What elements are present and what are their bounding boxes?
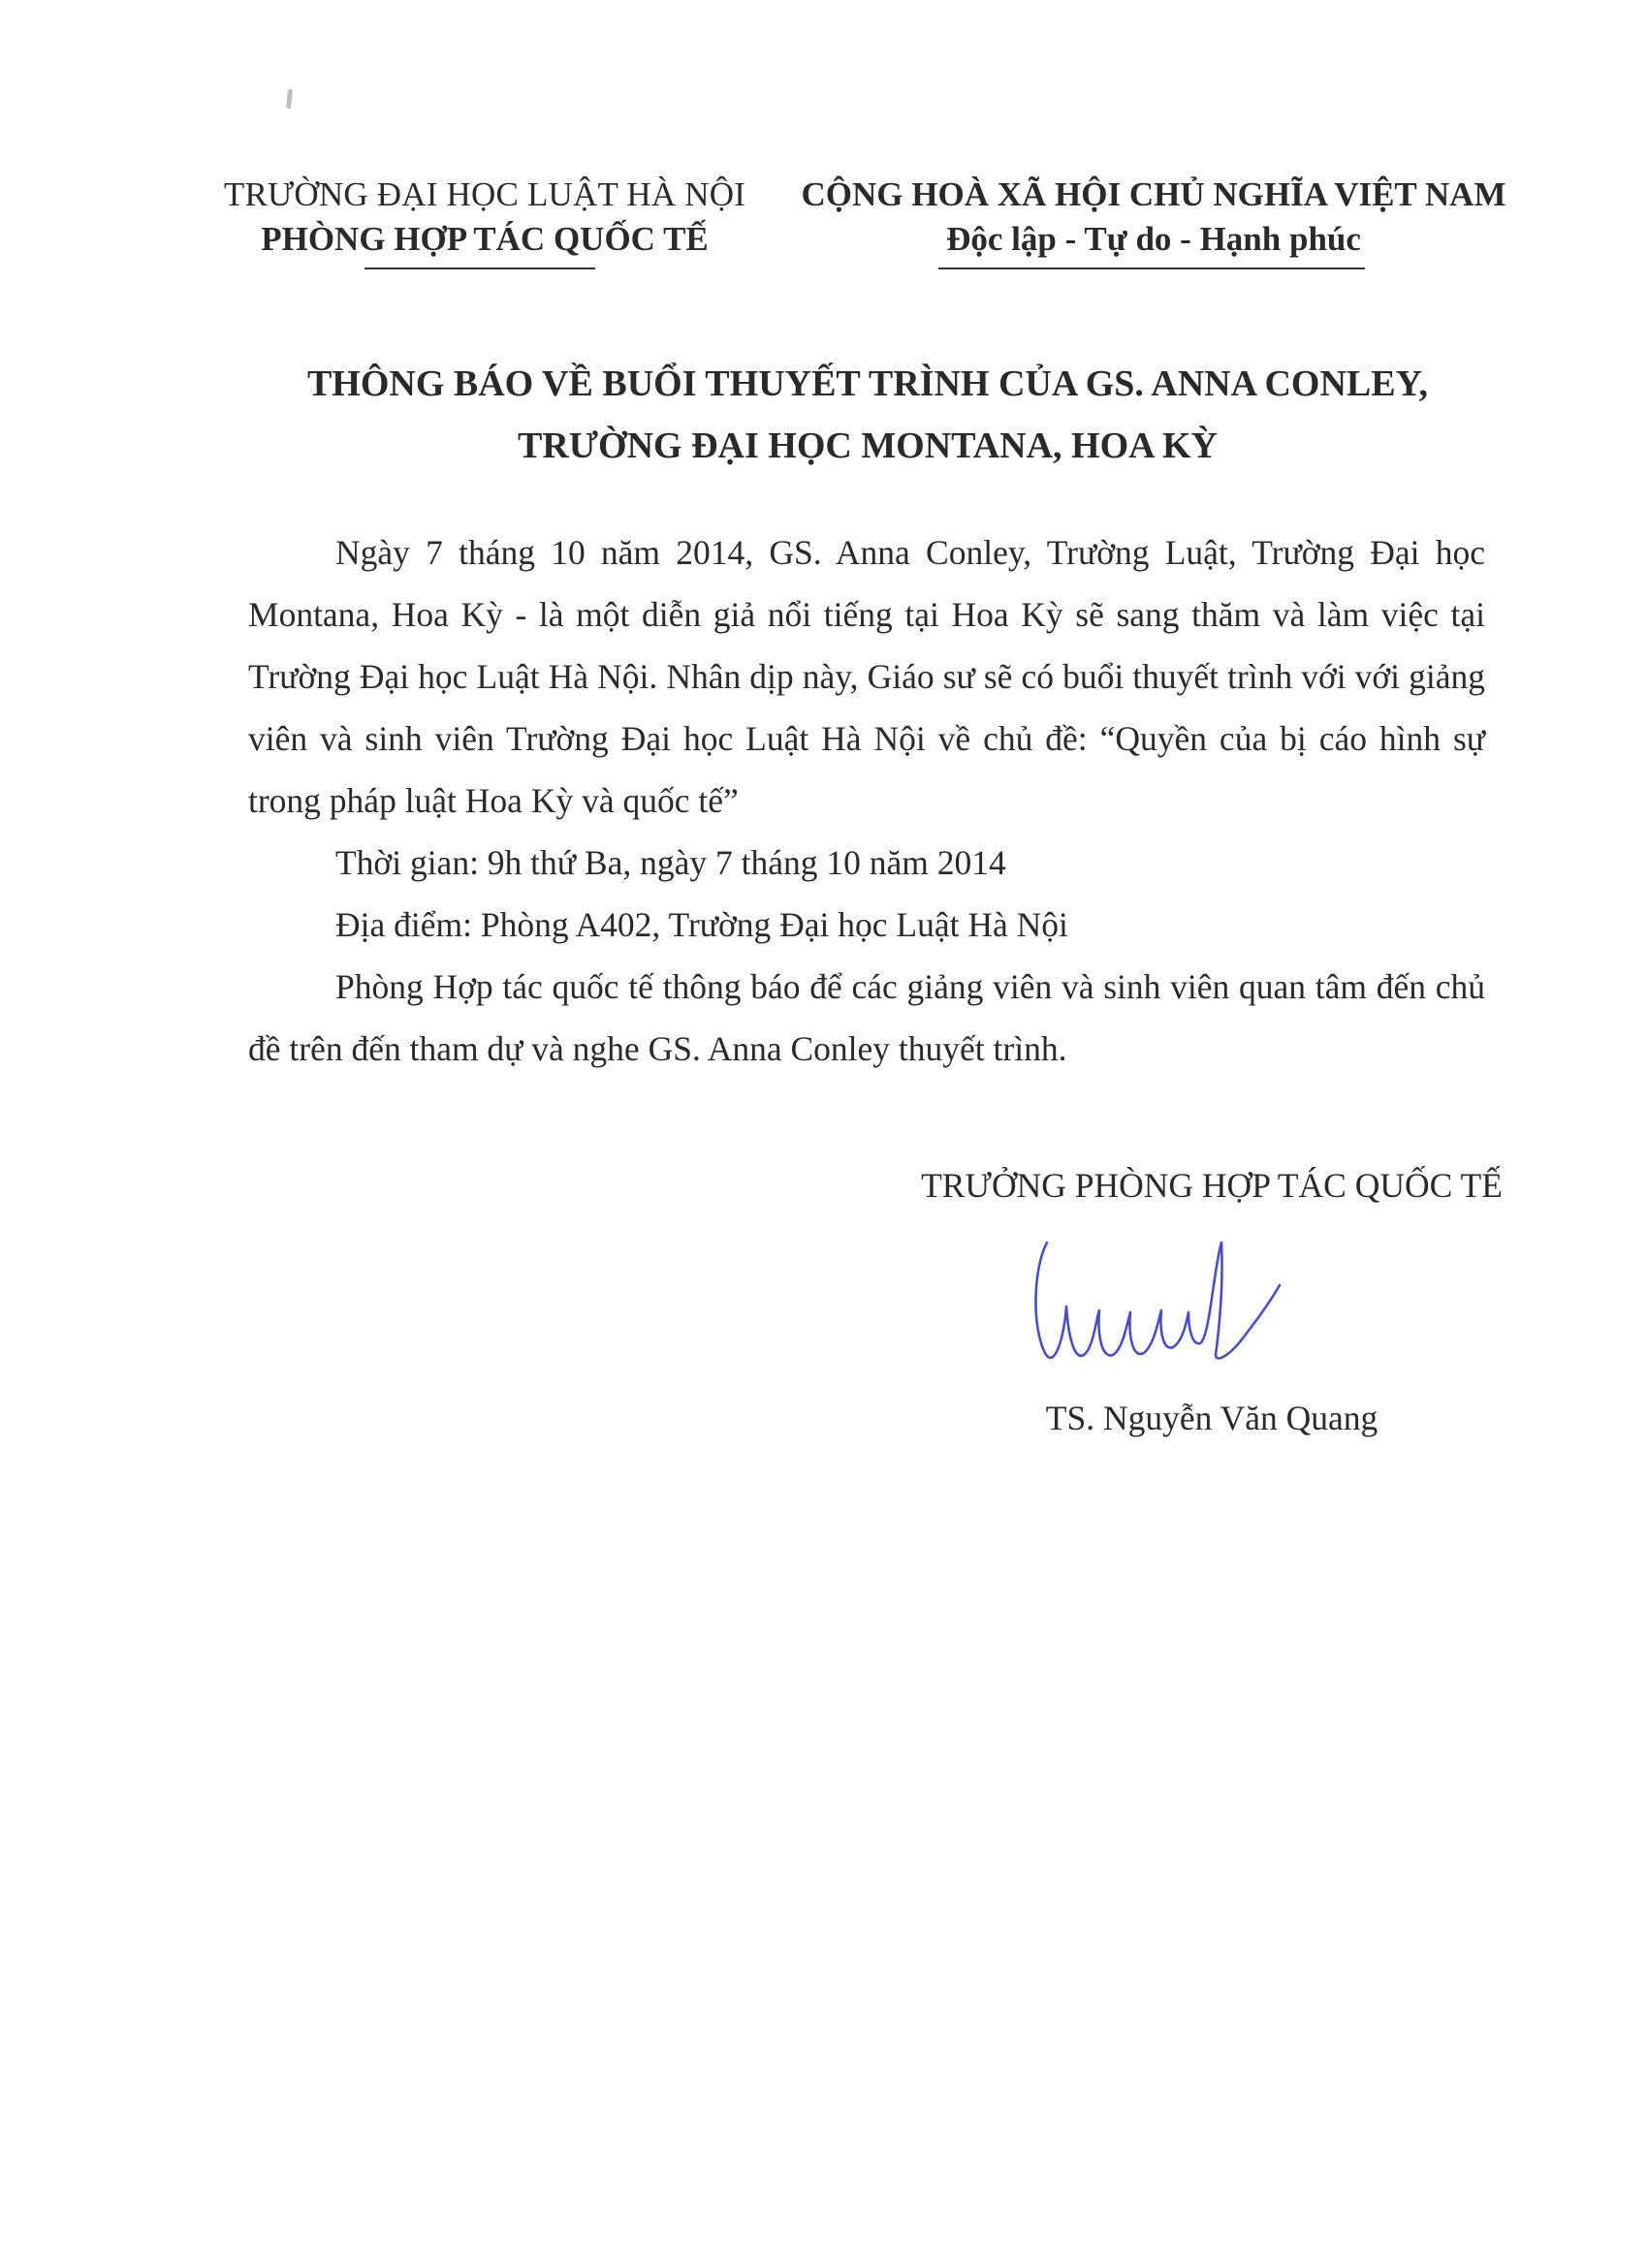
title-line-1: THÔNG BÁO VỀ BUỔI THUYẾT TRÌNH CỦA GS. ANNA CONLEY, [306, 363, 1429, 404]
title-line-2: TRƯỜNG ĐẠI HỌC MONTANA, HOA KỲ [518, 425, 1218, 466]
time-line: Thời gian: 9h thứ Ba, ngày 7 tháng 10 năm 2014 [335, 843, 1006, 882]
department-underline [364, 268, 595, 269]
country-name: CỘNG HOÀ XÃ HỘI CHỦ NGHĨA VIỆT NAM [801, 175, 1506, 213]
closing-paragraph: Phòng Hợp tác quốc tế thông báo để các giảng viên và sinh viên quan tâm đến chủ đề trên đến tham dự và nghe GS. Anna Conley thuyết trình. [248, 967, 1485, 1068]
announcement-title [145, 353, 1590, 477]
signer-name: TS. Nguyễn Văn Quang [1045, 1399, 1379, 1437]
signer-position: TRƯỞNG PHÒNG HỢP TÁC QUỐC TẾ [921, 1166, 1503, 1205]
national-motto: Độc lập - Tự do - Hạnh phúc [946, 220, 1361, 258]
intro-paragraph: Ngày 7 tháng 10 năm 2014, GS. Anna Conley, Trường Luật, Trường Đại học Montana, Hoa Kỳ - là một diễn giả nổi tiếng tại Hoa Kỳ sẽ sang thăm và làm việc tại Trường Đại học Luật Hà Nội. Nhân dịp này, Giáo sư sẽ có buổi thuyết trình với với giảng viên và sinh viên Trường Đại học Luật Hà Nội về chủ đề: “Quyền của bị cáo hình sự trong pháp luật Hoa Kỳ và quốc tế” [248, 533, 1485, 820]
handwritten-signature [1026, 1229, 1287, 1394]
motto-underline [938, 268, 1365, 269]
announcement-body [248, 521, 1485, 1080]
scan-speck [286, 89, 293, 109]
department-name: PHÒNG HỢP TÁC QUỐC TẾ [261, 220, 709, 258]
location-line: Địa điểm: Phòng A402, Trường Đại học Luật Hà Nội [335, 905, 1068, 944]
university-name: TRƯỜNG ĐẠI HỌC LUẬT HÀ NỘI [223, 175, 746, 213]
national-header [776, 173, 1532, 262]
issuing-organization [194, 173, 776, 262]
